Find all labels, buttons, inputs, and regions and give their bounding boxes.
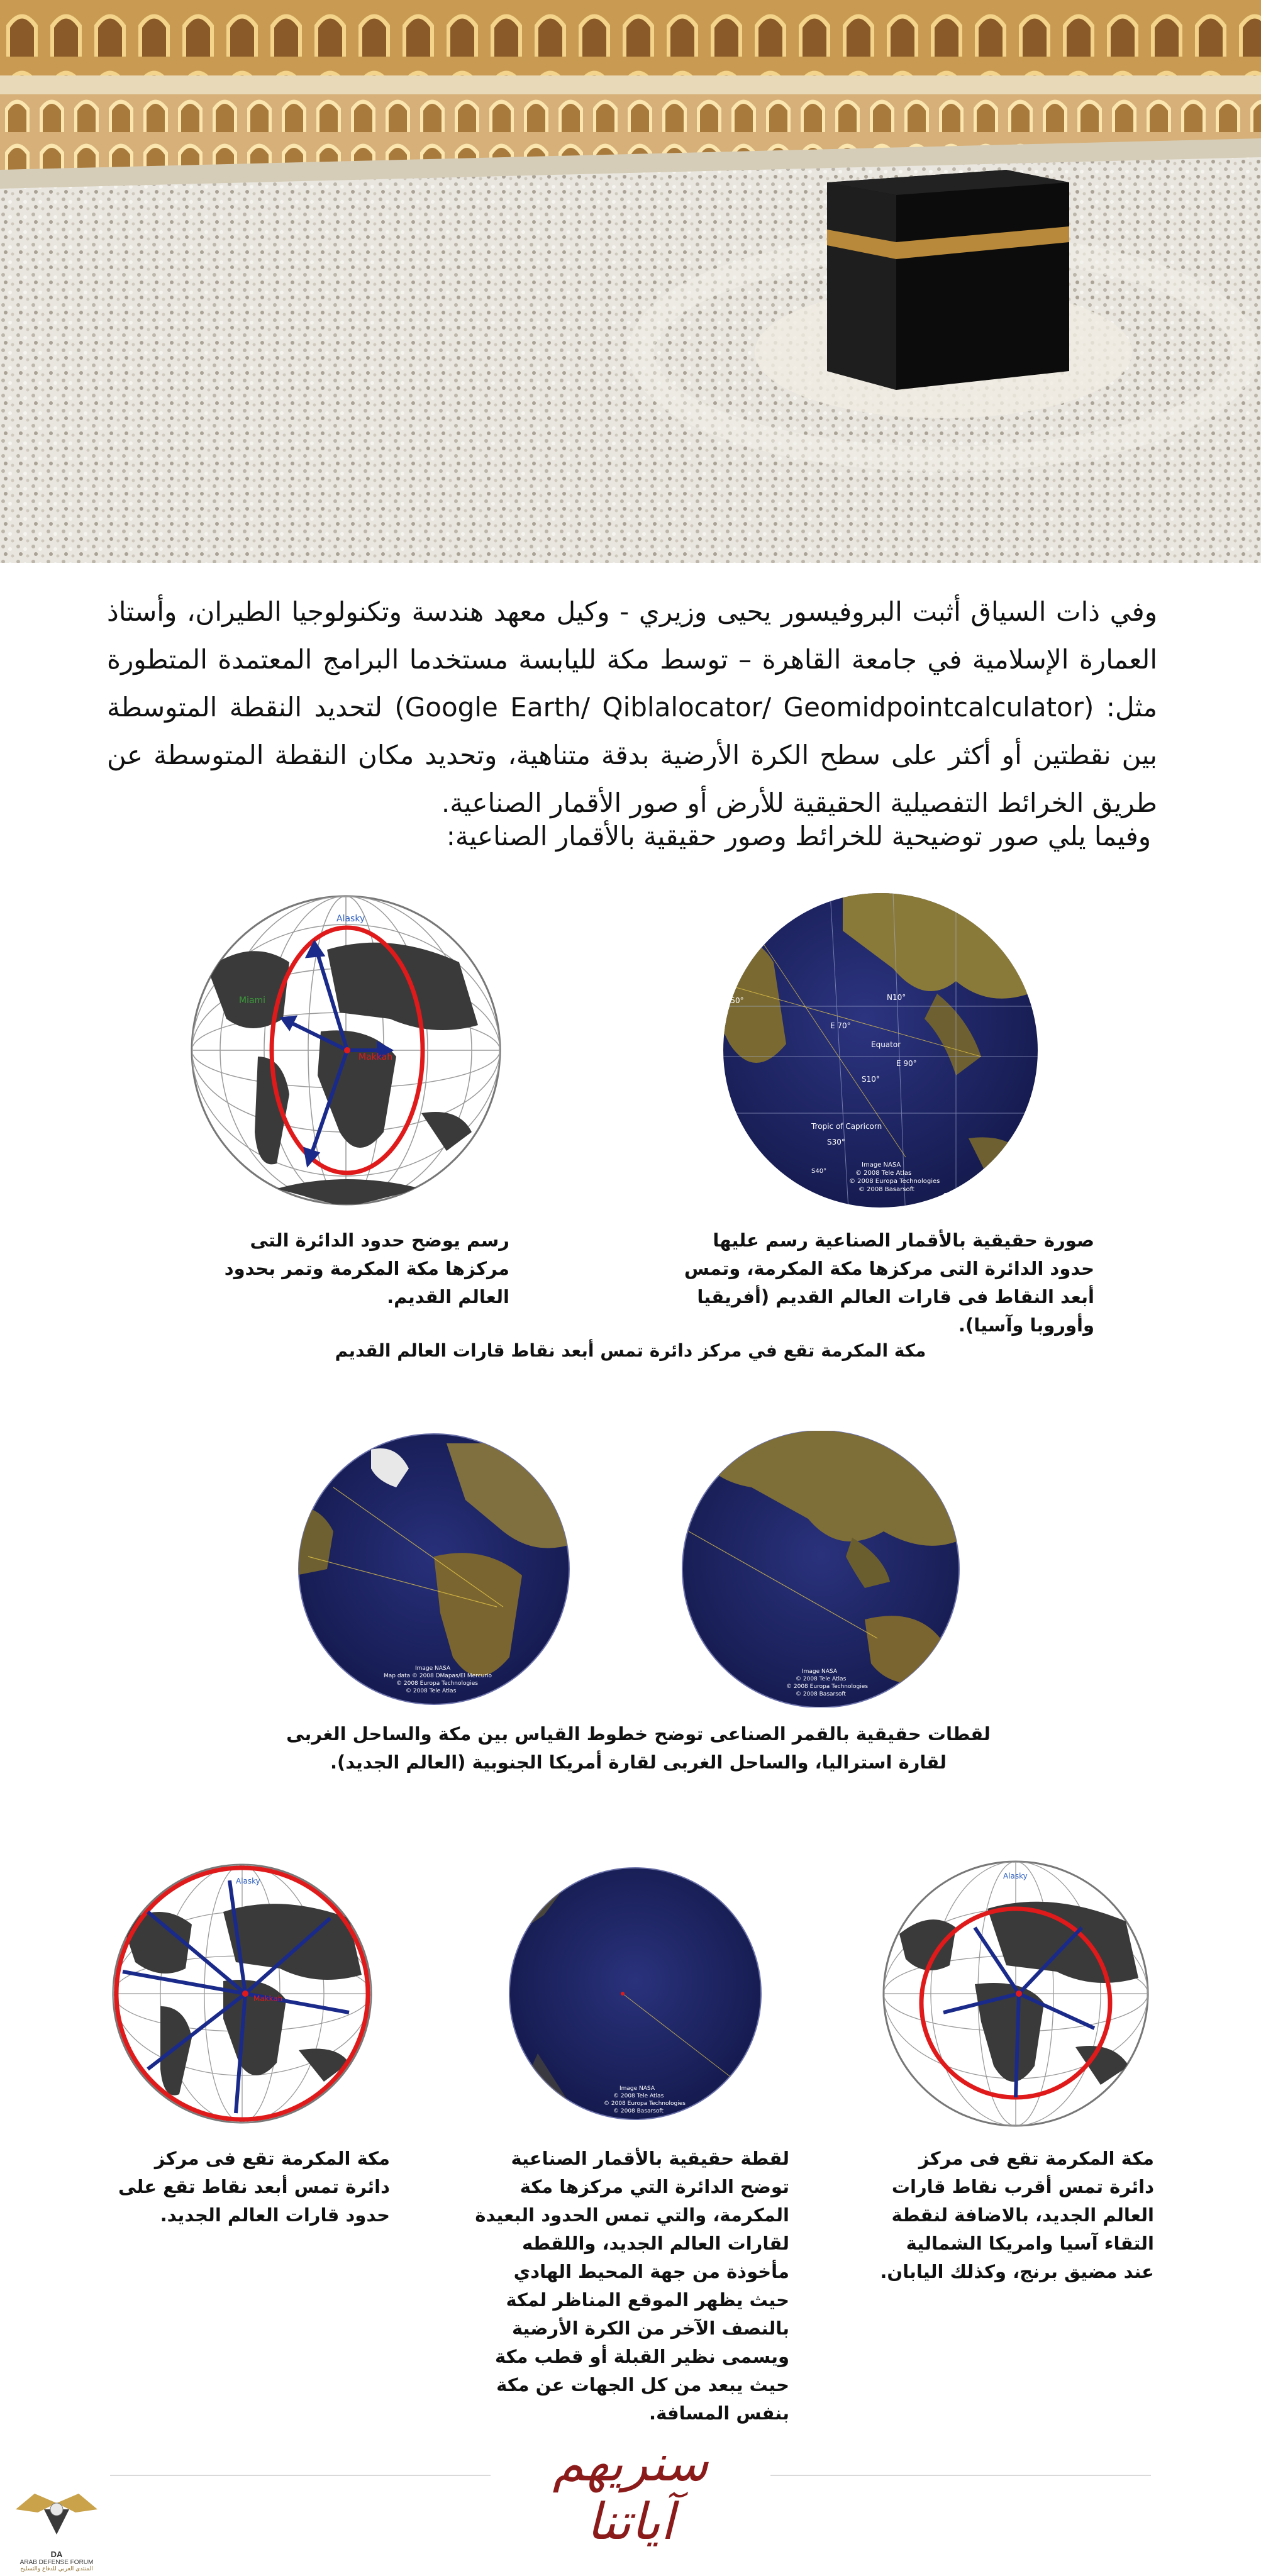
label-alasky: Alasky bbox=[336, 914, 365, 924]
credit-nasa-2: Image NASA bbox=[415, 1665, 450, 1672]
hero-photo bbox=[0, 0, 1261, 563]
credit-teleatlas-2: © 2008 Tele Atlas bbox=[406, 1688, 457, 1694]
credit-teleatlas: © 2008 Tele Atlas bbox=[855, 1170, 912, 1177]
satellite-atlantic bbox=[296, 1431, 572, 1707]
label-e90: E 90° bbox=[896, 1059, 917, 1068]
credit-dmapas: Map data © 2008 DMapas/El Mercurio bbox=[384, 1673, 492, 1679]
credit-europa-3: © 2008 Europa Technologies bbox=[786, 1684, 868, 1690]
credit-nasa-4: Image NASA bbox=[619, 2085, 655, 2092]
credit-europa-2: © 2008 Europa Technologies bbox=[396, 1680, 478, 1687]
map-old-world-circle bbox=[182, 893, 509, 1208]
label-n10: N10° bbox=[887, 993, 906, 1002]
credit-nasa-3: Image NASA bbox=[802, 1668, 837, 1675]
credit-basarsoft-4: © 2008 Basarsoft bbox=[613, 2108, 664, 2114]
logo-name: ARAB DEFENSE FORUM bbox=[19, 2559, 94, 2566]
credit-nasa: Image NASA bbox=[862, 1162, 901, 1169]
credit-basarsoft: © 2008 Basarsoft bbox=[858, 1186, 914, 1193]
caption-section3-left: مكة المكرمة تقع فى مركز دائرة تمس أبعد نقاط تقع على حدود قارات العالم الجديد. bbox=[118, 2148, 390, 2226]
label-alasky-3: Alasky bbox=[1003, 1872, 1028, 1880]
label-e70: E 70° bbox=[830, 1021, 851, 1030]
credit-teleatlas-4: © 2008 Tele Atlas bbox=[613, 2093, 664, 2099]
satellite-old-world bbox=[717, 893, 1044, 1220]
caption-section2: لقطات حقيقية بالقمر الصناعى توضح خطوط القياس بين مكة والساحل الغربى لقارة استراليا، والساحل الغربى لقارة أمريكا الجنوبية (العالم الجديد). bbox=[286, 1723, 991, 1773]
credit-europa-4: © 2008 Europa Technologies bbox=[604, 2101, 686, 2107]
logo-abbr: DA bbox=[50, 2550, 63, 2559]
credit-teleatlas-3: © 2008 Tele Atlas bbox=[796, 1676, 847, 1682]
eagle-icon bbox=[9, 2490, 104, 2547]
credit-europa: © 2008 Europa Technologies bbox=[849, 1178, 940, 1185]
label-tropic: Tropic of Capricorn bbox=[811, 1122, 882, 1131]
caption-section1-left: رسم يوضح حدود الدائرة التى مركزها مكة المكرمة وتمر بحدود العالم القديم. bbox=[224, 1230, 509, 1307]
map-new-world-near-circle bbox=[880, 1858, 1151, 2129]
intro-paragraph: وفي ذات السياق أثبت البروفيسور يحيى وزيري - وكيل معهد هندسة وتكنولوجيا الطيران، وأستاذ العمارة الإسلامية في جامعة القاهرة – توسط مكة لليابسة مستخدما البرامج المعتمدة المتطورة مثل: (Google Earth/ Qiblalocator/ Geomidpointcalculator) لتحديد النقطة المتوسطة بين نقطتين أو أكثر على سطح الكرة الأرضية بدقة متناهية، وتحديد مكان النقطة المتوسطة عن طريق الخرائط التفصيلية الحقيقية للأرض أو صور الأقمار الصناعية. bbox=[107, 596, 1157, 818]
forum-logo bbox=[9, 2490, 104, 2572]
label-miami: Miami bbox=[239, 996, 266, 1006]
label-s10: S10° bbox=[862, 1075, 880, 1084]
caption-section3-mid: لقطة حقيقية بالأقمار الصناعية توضح الدائرة التي مركزها مكة المكرمة، والتي تمس الحدود البعيدة لقارات العالم الجديد، واللقطه مأخوذة من جهة المحيط الهادي حيث يظهر الموقع المناظر لمكة بالنصف الآخر من الكرة الأرضية ويسمى نظير القبلة أو قطب مكة حيث يبعد من كل الجهات عن مكة بنفس المسافة. bbox=[475, 2148, 789, 2424]
map-new-world-far-circle bbox=[110, 1862, 374, 2126]
label-s30: S30° bbox=[827, 1138, 845, 1146]
label-makkah-2: Makkah bbox=[253, 1994, 283, 2003]
label-e50: E 50° bbox=[723, 996, 744, 1005]
signature-calligraphy: سنريهم آياتنا bbox=[552, 2434, 709, 2551]
caption-section1-right: صورة حقيقية بالأقمار الصناعية رسم عليها حدود الدائرة التى مركزها مكة المكرمة، وتمس أبعد النقاط فى قارات العالم القديم (أفريقيا وأوروبا وآسيا). bbox=[684, 1230, 1094, 1336]
label-alasky-2: Alasky bbox=[236, 1877, 260, 1885]
credit-streaming: Streaming bbox=[943, 1192, 976, 1199]
caption-section3-right: مكة المكرمة تقع فى مركز دائرة تمس أقرب نقاط قارات العالم الجديد، بالاضافة لنقطة التقاء آسيا وامريكا الشمالية عند مضيق برنج، وكذلك اليابان. bbox=[880, 2148, 1154, 2282]
footer-divider-left bbox=[110, 2475, 491, 2476]
logo-sub: المنتدى العربي للدفاع والتسليح bbox=[20, 2566, 93, 2572]
section1-title: مكة المكرمة تقع في مركز دائرة تمس أبعد نقاط قارات العالم القديم bbox=[335, 1340, 926, 1361]
label-makkah: Makkah bbox=[358, 1052, 393, 1062]
credit-basarsoft-3: © 2008 Basarsoft bbox=[796, 1691, 846, 1697]
intro-lead: وفيما يلي صور توضيحية للخرائط وصور حقيقية بالأقمار الصناعية: bbox=[446, 821, 1151, 852]
satellite-pacific-antipode bbox=[506, 1865, 764, 2123]
label-equator: Equator bbox=[871, 1040, 901, 1049]
satellite-asia-australia bbox=[676, 1431, 965, 1707]
footer-divider-right bbox=[770, 2475, 1151, 2476]
label-s40: S40° bbox=[811, 1168, 827, 1175]
